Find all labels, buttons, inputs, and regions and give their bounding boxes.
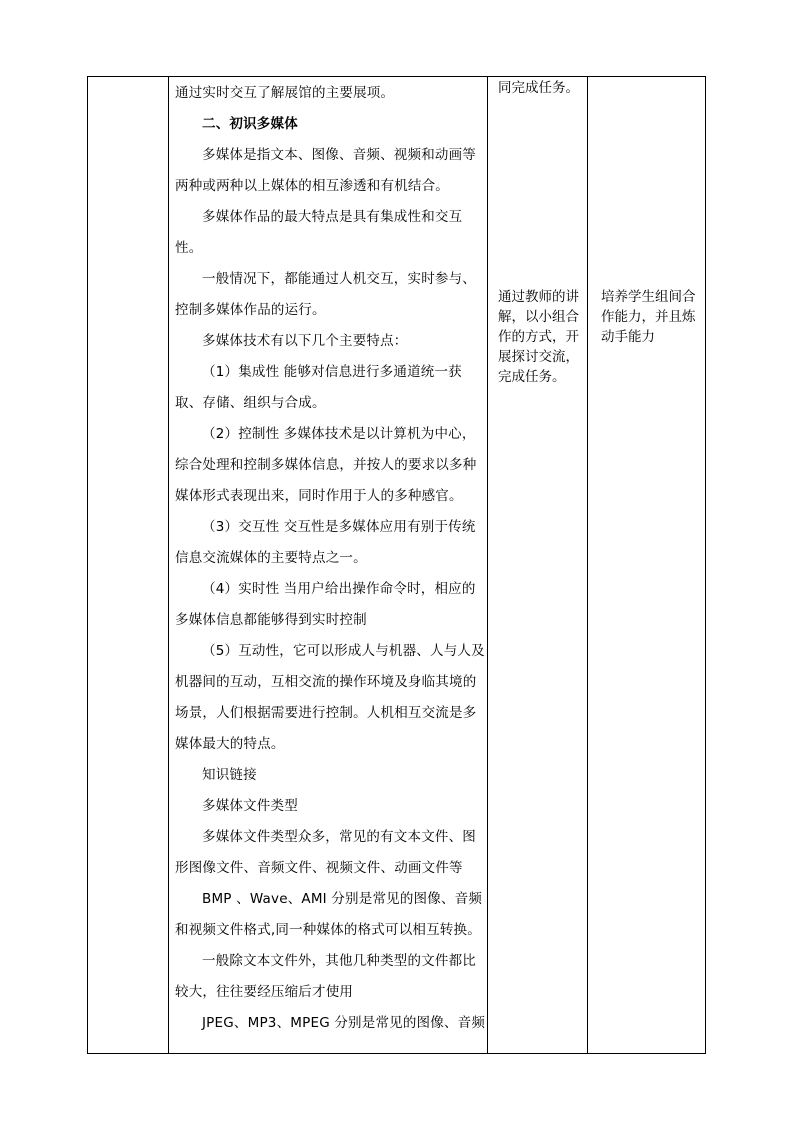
- teaching-content-cell: [169, 77, 487, 1053]
- content-paragraph: 通过实时交互了解展馆的主要展项。: [175, 85, 395, 101]
- content-paragraph: （1）集成性 能够对信息进行多通道统一获取、存储、组织与合成。: [175, 364, 462, 411]
- content-paragraph: （5）互动性，它可以形成人与机器、人与人及机器间的互动，互相交流的操作环境及身临其境的场景，人们根据需要进行控制。人机相互交流是多媒体最大的特点。: [175, 643, 485, 752]
- section-heading: 二、初识多媒体: [202, 116, 298, 132]
- column-divider: [487, 77, 488, 1053]
- content-paragraph: JPEG、MP3、MPEG 分别是常见的图像、音频: [202, 1015, 486, 1031]
- content-paragraph: 多媒体是指文本、图像、音频、视频和动画等两种或两种以上媒体的相互渗透和有机结合。: [175, 147, 476, 194]
- content-paragraph: 多媒体技术有以下几个主要特点：: [202, 333, 408, 349]
- content-paragraph: （3）交互性 交互性是多媒体应用有别于传统信息交流媒体的主要特点之一。: [175, 519, 476, 566]
- content-paragraph: （4）实时性 当用户给出操作命令时，相应的多媒体信息都能够得到实时控制: [175, 581, 476, 628]
- column-divider: [587, 77, 588, 1053]
- activity-text: 通过教师的讲解，以小组合作的方式，开展探讨交流，完成任务。: [498, 289, 579, 385]
- intent-text: 培养学生组间合作能力，并且炼动手能力: [601, 289, 696, 345]
- student-activity-cell: [493, 77, 587, 1053]
- lesson-table: [87, 76, 706, 1054]
- activity-text: 同完成任务。: [498, 80, 579, 96]
- design-intent-cell: [593, 77, 706, 1053]
- content-paragraph: 一般情况下，都能通过人机交互，实时参与、控制多媒体作品的运行。: [175, 271, 476, 318]
- content-paragraph: BMP 、Wave、AMI 分别是常见的图像、音频和视频文件格式,同一种媒体的格式可以相互转换。: [175, 891, 483, 938]
- content-paragraph: 一般除文本文件外，其他几种类型的文件都比较大，往往要经压缩后才使用: [175, 953, 476, 1000]
- content-paragraph: 多媒体文件类型众多，常见的有文本文件、图形图像文件、音频文件、视频文件、动画文件等: [175, 829, 476, 876]
- content-paragraph: 知识链接: [202, 767, 257, 783]
- content-paragraph: 多媒体文件类型: [202, 798, 298, 814]
- content-paragraph: 多媒体作品的最大特点是具有集成性和交互性。: [175, 209, 463, 256]
- content-paragraph: （2）控制性 多媒体技术是以计算机为中心，综合处理和控制多媒体信息，并按人的要求以多种媒体形式表现出来，同时作用于人的多种感官。: [175, 426, 477, 504]
